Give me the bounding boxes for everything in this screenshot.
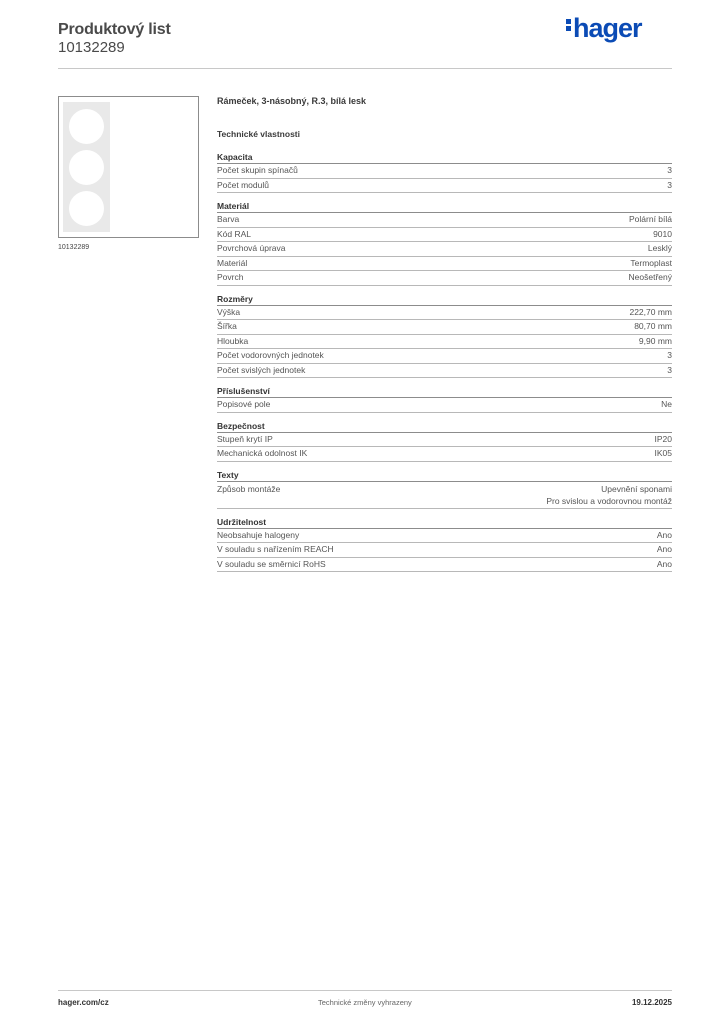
spec-label: Neobsahuje halogeny (217, 529, 300, 540)
spec-label: Kód RAL (217, 228, 252, 239)
spec-row (217, 228, 672, 243)
spec-row (217, 179, 672, 194)
frame-opening (69, 109, 104, 144)
spec-label: Popisové pole (217, 399, 271, 409)
spec-row (217, 543, 672, 558)
section-heading: Příslušenství (217, 386, 672, 398)
frame-graphic (63, 102, 110, 232)
spec-value: Termoplast (630, 257, 672, 268)
product-title: Rámeček, 3-násobný, R.3, bílá lesk (217, 96, 367, 106)
section-heading: Bezpečnost (217, 421, 672, 433)
spec-value: Ne (661, 399, 672, 409)
section-heading: Rozměry (217, 294, 672, 306)
spec-section (217, 517, 672, 573)
image-caption: 10132289 (58, 244, 90, 251)
header-divider (58, 68, 672, 69)
spec-section (217, 421, 672, 462)
spec-value (546, 483, 672, 508)
spec-value-line: Pro svislou a vodorovnou montáž (546, 496, 672, 506)
spec-section (217, 201, 672, 286)
spec-label: Materiál (217, 257, 248, 268)
spec-row (217, 320, 672, 335)
logo-dots-icon (566, 17, 571, 33)
spec-value: Ano (656, 544, 672, 554)
section-heading: Texty (217, 470, 672, 482)
logo-text: hager (573, 13, 642, 43)
spec-row (217, 364, 672, 379)
spec-label: V souladu s nařízením REACH (217, 544, 334, 554)
footer-divider (58, 990, 672, 991)
spec-label: Výška (217, 306, 241, 317)
spec-value: IK05 (654, 448, 672, 458)
spec-label: Počet modulů (217, 179, 269, 190)
spec-value-line: Upevnění sponami (601, 483, 672, 494)
spec-row (217, 398, 672, 413)
spec-value: IP20 (654, 433, 672, 444)
spec-row (217, 482, 672, 509)
footer-notice: Technické změny vyhrazeny (318, 998, 412, 1007)
spec-row (217, 349, 672, 364)
spec-value: 80,70 mm (634, 321, 672, 331)
spec-label: Povrch (217, 272, 244, 282)
spec-label: Hloubka (217, 335, 249, 346)
spec-value: 9010 (653, 228, 672, 239)
spec-value: 9,90 mm (638, 335, 672, 346)
spec-value: 3 (667, 165, 672, 175)
spec-row (217, 257, 672, 272)
spec-value: 3 (667, 179, 672, 190)
spec-sections (217, 152, 672, 572)
spec-value: Neošetřený (628, 272, 672, 282)
spec-row (217, 306, 672, 321)
spec-section (217, 470, 672, 509)
spec-value: 3 (667, 364, 672, 375)
page-title: Produktový list (58, 21, 171, 38)
footer-website: hager.com/cz (58, 998, 109, 1007)
spec-value: Ano (656, 558, 672, 569)
frame-opening (69, 150, 104, 185)
spec-label: Počet vodorovných jednotek (217, 350, 324, 360)
spec-row (217, 558, 672, 573)
spec-row (217, 529, 672, 544)
spec-row (217, 433, 672, 448)
spec-value: Ano (656, 529, 672, 540)
product-image (58, 96, 199, 238)
spec-label: Počet skupin spínačů (217, 165, 298, 175)
spec-label: Způsob montáže (217, 483, 281, 494)
frame-opening (69, 191, 104, 226)
product-content (217, 96, 672, 572)
spec-section (217, 294, 672, 379)
spec-section (217, 152, 672, 193)
spec-label: Barva (217, 214, 240, 224)
document-number: 10132289 (58, 39, 125, 56)
section-heading: Kapacita (217, 152, 672, 164)
spec-label: V souladu se směrnicí RoHS (217, 558, 326, 569)
spec-value: Lesklý (647, 243, 672, 253)
section-heading: Udržitelnost (217, 517, 672, 529)
spec-value: 3 (667, 350, 672, 360)
spec-label: Povrchová úprava (217, 243, 286, 253)
spec-label: Šířka (217, 321, 237, 331)
spec-row (217, 271, 672, 286)
spec-section (217, 386, 672, 413)
hager-logo (566, 15, 642, 42)
spec-row (217, 164, 672, 179)
spec-label: Mechanická odolnost IK (217, 448, 308, 458)
section-heading: Materiál (217, 201, 672, 213)
spec-label: Stupeň krytí IP (217, 433, 273, 444)
spec-label: Počet svislých jednotek (217, 364, 306, 375)
footer-date: 19.12.2025 (631, 998, 672, 1007)
technical-properties-title: Technické vlastnosti (217, 129, 300, 139)
spec-row (217, 335, 672, 350)
spec-value: 222,70 mm (629, 306, 672, 317)
spec-value: Polární bílá (629, 214, 672, 224)
spec-row (217, 213, 672, 228)
spec-row (217, 242, 672, 257)
spec-row (217, 447, 672, 462)
